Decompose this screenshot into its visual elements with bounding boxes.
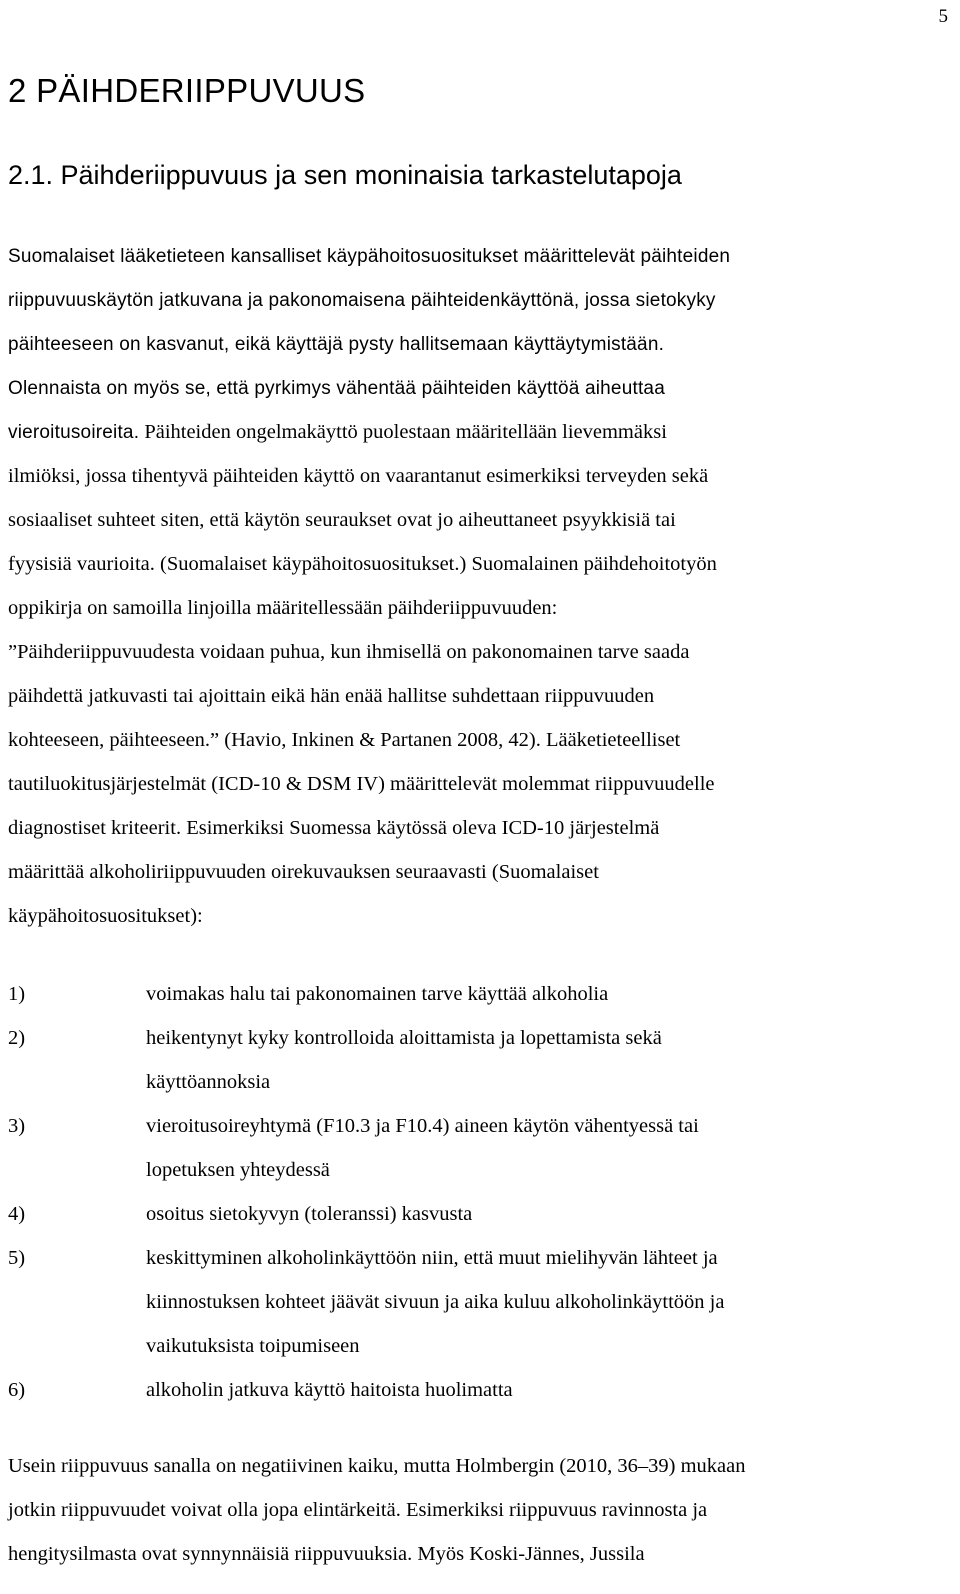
text-line: diagnostiset kriteerit. Esimerkiksi Suomessa käytössä oleva ICD-10 järjestelmä	[8, 817, 660, 839]
chapter-heading: 2 PÄIHDERIIPPUVUUS	[8, 72, 366, 109]
text-line: Usein riippuvuus sanalla on negatiivinen kaiku, mutta Holmbergin (2010, 36–39) mukaan	[8, 1455, 746, 1477]
text-line: vaikutuksista toipumiseen	[146, 1335, 360, 1357]
text-line: käyttöannoksia	[146, 1071, 271, 1093]
list-number: 6)	[8, 1379, 26, 1401]
text-line: sosiaaliset suhteet siten, että käytön seuraukset ovat jo aiheuttaneet psyykkisiä tai	[8, 509, 676, 531]
list-text	[146, 1104, 699, 1192]
list-number: 2)	[8, 1027, 26, 1049]
text-line: käypähoitosuositukset):	[8, 905, 203, 927]
list-item	[8, 1368, 938, 1412]
text-line: voimakas halu tai pakonomainen tarve käyttää alkoholia	[146, 983, 609, 1005]
list-text	[146, 1192, 472, 1236]
text-line: heikentynyt kyky kontrolloida aloittamista ja lopettamista sekä	[146, 1027, 662, 1049]
list-number: 3)	[8, 1115, 26, 1137]
text-line: kohteeseen, päihteeseen.” (Havio, Inkinen & Partanen 2008, 42). Lääketieteelliset	[8, 729, 681, 751]
list-text	[146, 1016, 662, 1104]
list-number: 4)	[8, 1203, 26, 1225]
section-heading: 2.1. Päihderiippuvuus ja sen moninaisia tarkastelutapoja	[8, 160, 682, 190]
page-number: 5	[938, 6, 948, 27]
text-line: vieroitusoireyhtymä (F10.3 ja F10.4) aineen käytön vähentyessä tai	[146, 1115, 699, 1137]
list-item	[8, 972, 938, 1016]
list-text	[146, 1368, 513, 1412]
text-line: lopetuksen yhteydessä	[146, 1159, 330, 1181]
list-item	[8, 1104, 938, 1192]
list-item	[8, 1236, 938, 1368]
text-line: fyysisiä vaurioita. (Suomalaiset käypähoitosuositukset.) Suomalainen päihdehoitotyön	[8, 553, 717, 575]
text-line: alkoholin jatkuva käyttö haitoista huolimatta	[146, 1379, 513, 1401]
paragraph-2	[8, 1444, 938, 1576]
text-line: ”Päihderiippuvuudesta voidaan puhua, kun ihmisellä on pakonomainen tarve saada	[8, 641, 690, 663]
text-line: päihdettä jatkuvasti tai ajoittain eikä hän enää hallitse suhdettaan riippuvuuden	[8, 685, 655, 707]
criteria-list	[8, 972, 938, 1412]
text-line: keskittyminen alkoholinkäyttöön niin, että muut mielihyvän lähteet ja	[146, 1247, 718, 1269]
paragraph-1	[8, 234, 938, 938]
text-line: Olennaista on myös se, että pyrkimys vähentää päihteiden käyttöä aiheuttaa	[8, 378, 665, 399]
list-item	[8, 1192, 938, 1236]
text-line: vieroitusoireita. Päihteiden ongelmakäyttö puolestaan määritellään lievemmäksi	[8, 421, 667, 443]
text-line: ilmiöksi, jossa tihentyvä päihteiden käyttö on vaarantanut esimerkiksi terveyden sekä	[8, 465, 709, 487]
list-number: 1)	[8, 983, 26, 1005]
text-line: kiinnostuksen kohteet jäävät sivuun ja aika kuluu alkoholinkäyttöön ja	[146, 1291, 725, 1313]
text-line: hengitysilmasta ovat synnynnäisiä riippuvuuksia. Myös Koski-Jännes, Jussila	[8, 1543, 645, 1565]
list-number: 5)	[8, 1247, 26, 1269]
text-line: tautiluokitusjärjestelmät (ICD-10 & DSM IV) määrittelevät molemmat riippuvuudelle	[8, 773, 715, 795]
text-line: määrittää alkoholiriippuvuuden oirekuvauksen seuraavasti (Suomalaiset	[8, 861, 599, 883]
text-line: riippuvuuskäytön jatkuvana ja pakonomaisena päihteidenkäyttönä, jossa sietokyky	[8, 290, 716, 311]
text-line: Suomalaiset lääketieteen kansalliset käypähoitosuositukset määrittelevät päihteiden	[8, 246, 731, 267]
list-text	[146, 972, 608, 1016]
list-text	[146, 1236, 724, 1368]
list-item	[8, 1016, 938, 1104]
text-line: päihteeseen on kasvanut, eikä käyttäjä pysty hallitsemaan käyttäytymistään.	[8, 334, 665, 355]
text-line: oppikirja on samoilla linjoilla määritellessään päihderiippuvuuden:	[8, 597, 558, 619]
text-line: osoitus sietokyvyn (toleranssi) kasvusta	[146, 1203, 473, 1225]
text-line: jotkin riippuvuudet voivat olla jopa elintärkeitä. Esimerkiksi riippuvuus ravinnosta ja	[8, 1499, 708, 1521]
